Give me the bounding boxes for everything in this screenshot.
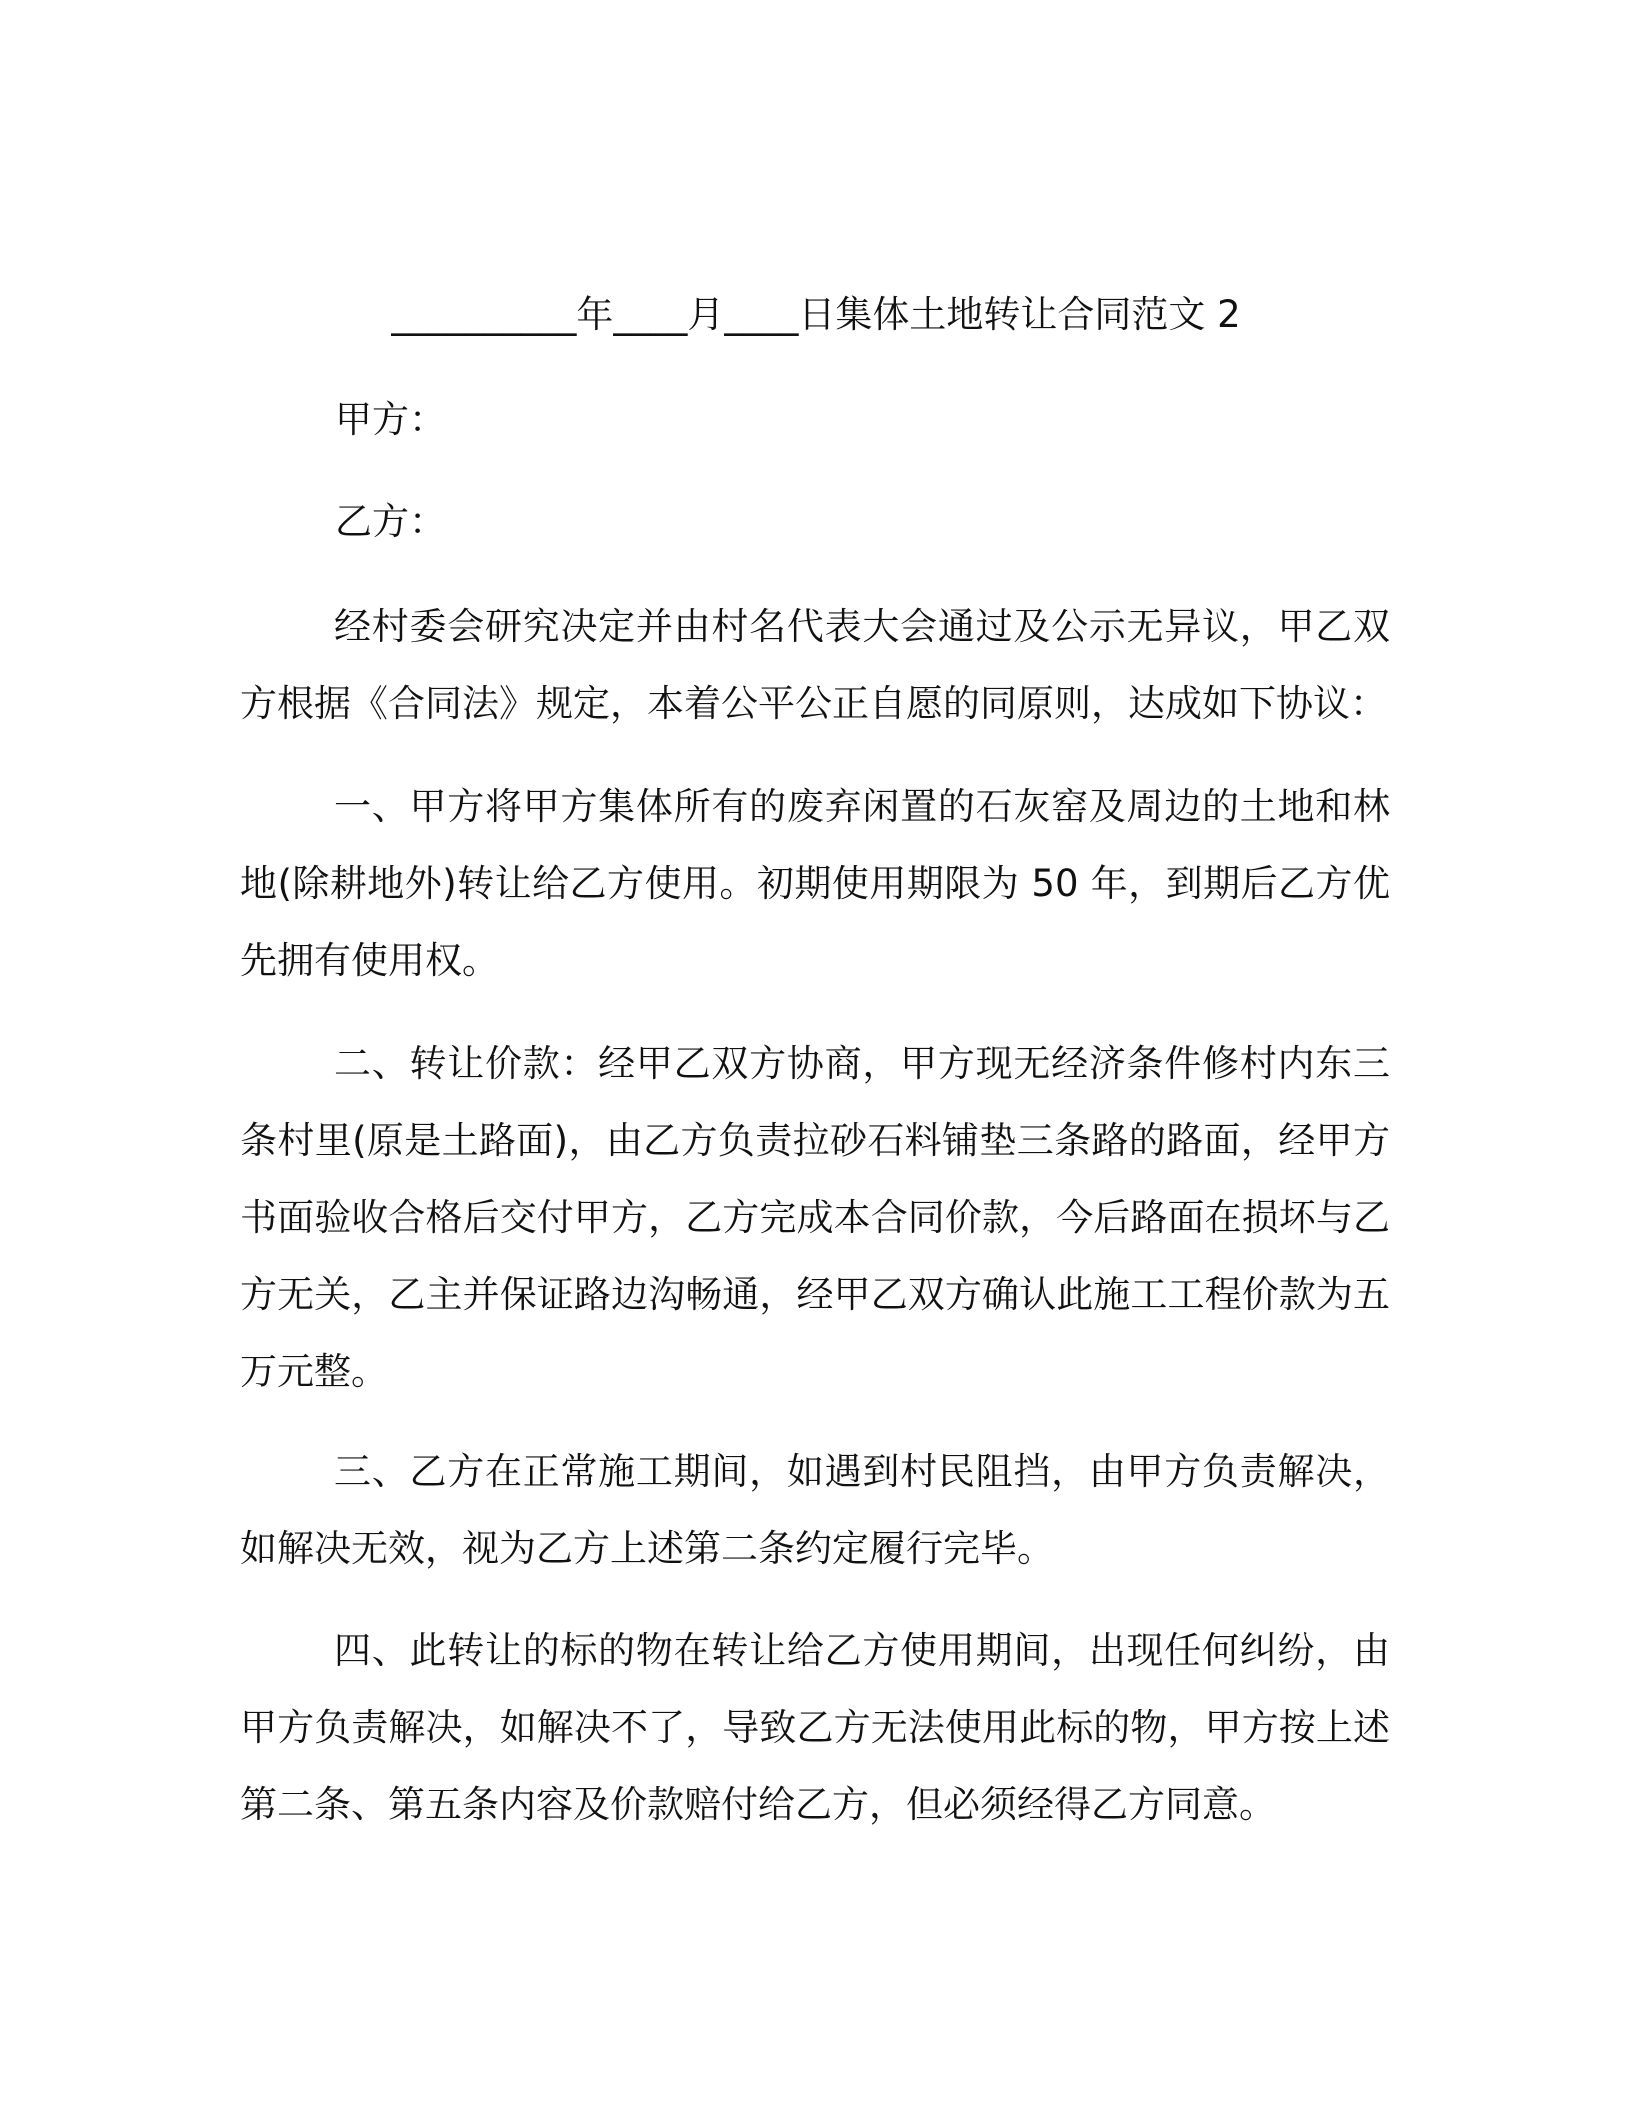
party-b-label: 乙方： <box>335 500 446 543</box>
paragraph-clause-3: 三、乙方在正常施工期间，如遇到村民阻挡，由甲方负责解决，如解决无效，视为乙方上述第二条约定履行完毕。 <box>240 1450 1390 1570</box>
document-title: __________年____月____日集体土地转让合同范文 2 <box>391 293 1241 336</box>
paragraph-intro: 经村委会研究决定并由村名代表大会通过及公示无异议，甲乙双方根据《合同法》规定，本着公平公正自愿的同原则，达成如下协议： <box>240 605 1390 725</box>
paragraph-clause-1: 一、甲方将甲方集体所有的废弃闲置的石灰窑及周边的土地和林地(除耕地外)转让给乙方使用。初期使用期限为 50 年，到期后乙方优先拥有使用权。 <box>240 785 1390 982</box>
paragraph-clause-4: 四、此转让的标的物在转让给乙方使用期间，出现任何纠纷，由甲方负责解决，如解决不了，导致乙方无法使用此标的物，甲方按上述第二条、第五条内容及价款赔付给乙方，但必须经得乙方同意。 <box>240 1629 1390 1826</box>
party-a-label: 甲方： <box>335 398 446 441</box>
paragraph-clause-2: 二、转让价款：经甲乙双方协商，甲方现无经济条件修村内东三条村里(原是土路面)，由乙方负责拉砂石料铺垫三条路的路面，经甲方书面验收合格后交付甲方，乙方完成本合同价款，今后路面在损坏与乙方无关，乙主并保证路边沟畅通，经甲乙双方确认此施工工程价款为五万元整。 <box>240 1042 1390 1393</box>
